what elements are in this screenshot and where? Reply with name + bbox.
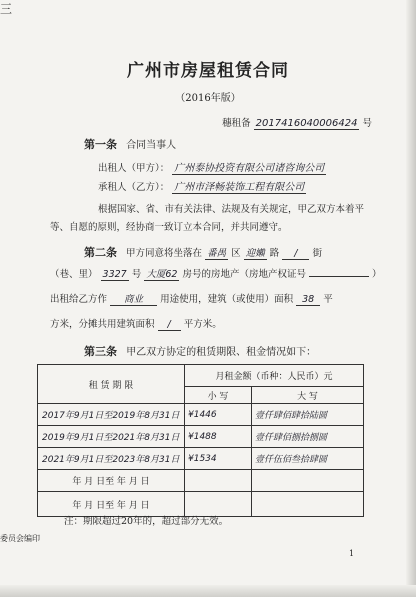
- area-suffix: 平: [323, 294, 333, 305]
- lessee-label: 承租人（乙方）：: [98, 182, 170, 193]
- footer-imprint: 委员会编印: [0, 534, 40, 543]
- shared-area-suffix: 平方米。: [183, 319, 222, 330]
- upper-amount-cell: 壹仟肆佰捌拾捌圆: [252, 426, 364, 448]
- period-cell: 年 月 日至 年 月 日: [38, 492, 185, 517]
- article-2-number: 第二条: [84, 246, 117, 259]
- usage-suffix: 用途使用，建筑（或使用）面积: [160, 294, 294, 305]
- upper-amount-cell: 壹仟肆佰肆拾陆圆: [252, 404, 364, 426]
- lower-amount-cell: [185, 470, 252, 492]
- page-bottom-shadow: [0, 585, 416, 597]
- lower-case-header: 小 写: [185, 387, 252, 404]
- lessor-line: [98, 159, 326, 174]
- contract-number-value: 2017416040006424: [255, 118, 358, 129]
- certificate-number-blank: [309, 276, 369, 277]
- basis-text: 根据国家、省、市有关法律、法规及有关规定，甲乙双方本着平等、自愿的原则，经协商一致订立本合同，并共同遵守。: [50, 204, 365, 233]
- period-cell: 2021年9月1日至2023年8月31日: [38, 448, 185, 470]
- page-edge-shadow: [406, 0, 416, 597]
- contract-number-label: 穗租备: [222, 118, 251, 129]
- contract-number: [222, 115, 372, 129]
- lower-amount-cell: ¥1446: [185, 404, 252, 426]
- basis-paragraph: [50, 201, 380, 237]
- article-2-intro: 甲方同意将坐落在: [126, 248, 203, 259]
- lessor-label: 出租人（甲方）：: [98, 163, 170, 174]
- table-header-row: [38, 365, 364, 387]
- page-number: 1: [349, 549, 355, 558]
- street-suffix: 街: [312, 248, 323, 259]
- contract-number-suffix: 号: [362, 118, 372, 129]
- street-value: /: [282, 248, 309, 260]
- lane-prefix: （巷、里）: [50, 269, 98, 280]
- house-number-suffix: 号: [131, 269, 142, 280]
- term-note: 注：期限超过20年的，超过部分无效。: [64, 516, 229, 527]
- article-3-title: 甲乙双方协定的租赁期限、租金情况如下：: [126, 347, 317, 358]
- lessee-value: 广州市泽畅装饰工程有限公司: [174, 182, 305, 193]
- period-cell: 2019年9月1日至2021年8月31日: [38, 426, 185, 448]
- lessee-line: [98, 178, 306, 193]
- upper-case-header: 大 写: [252, 387, 364, 404]
- upper-amount-cell: [252, 492, 364, 517]
- table-row: [38, 426, 364, 448]
- article-2-line-2: [50, 266, 382, 280]
- road-suffix: 路: [269, 248, 280, 259]
- period-header: 租 赁 期 限: [38, 365, 185, 404]
- upper-amount-cell: 壹仟伍佰叁拾肆圆: [252, 448, 364, 470]
- usage-value: 商业: [110, 294, 157, 306]
- article-3-heading: [84, 345, 316, 360]
- upper-amount-cell: [252, 470, 364, 492]
- article-2-line-1: [84, 244, 322, 260]
- lower-amount-cell: ¥1488: [185, 426, 252, 448]
- shared-area-value: /: [158, 319, 181, 331]
- district-suffix: 区: [231, 248, 241, 259]
- lessor-value: 广州泰协投资有限公司诸咨询公司: [174, 163, 325, 174]
- room-suffix: 房号的房地产（房地产权证号: [182, 269, 306, 280]
- lower-amount-cell: ¥1534: [185, 448, 252, 470]
- page-title: 广州市房屋租赁合同: [127, 61, 289, 81]
- period-cell: 2017年9月1日至2019年8月31日: [38, 404, 185, 426]
- article-3-number: 第三条: [84, 345, 117, 358]
- district-value: 番禺: [207, 248, 227, 259]
- certificate-close: ）: [372, 269, 382, 280]
- table-row: [38, 470, 364, 492]
- lease-to-label: 出租给乙方作: [50, 294, 108, 305]
- article-2-line-4: [50, 316, 222, 330]
- rent-header: 月租金额（币种：人民币）元: [185, 365, 364, 387]
- corner-mark: 三: [0, 2, 13, 16]
- article-2-line-3: [50, 291, 333, 305]
- area-value: 38: [296, 294, 320, 306]
- article-1-number: 第一条: [84, 138, 117, 151]
- edition-label: （2016年版）: [175, 93, 241, 104]
- room-value: 大厦62: [146, 269, 178, 280]
- period-cell: 年 月 日至 年 月 日: [38, 470, 185, 492]
- table-row: [38, 448, 364, 470]
- shared-area-label: 方米，分摊共用建筑面积: [50, 319, 155, 330]
- rent-table: [37, 364, 364, 517]
- road-value: 迎嬾: [245, 248, 265, 259]
- table-row: [38, 404, 364, 426]
- article-1-title: 合同当事人: [126, 140, 177, 151]
- article-1-heading: [84, 138, 176, 153]
- house-number-value: 3327: [102, 269, 127, 280]
